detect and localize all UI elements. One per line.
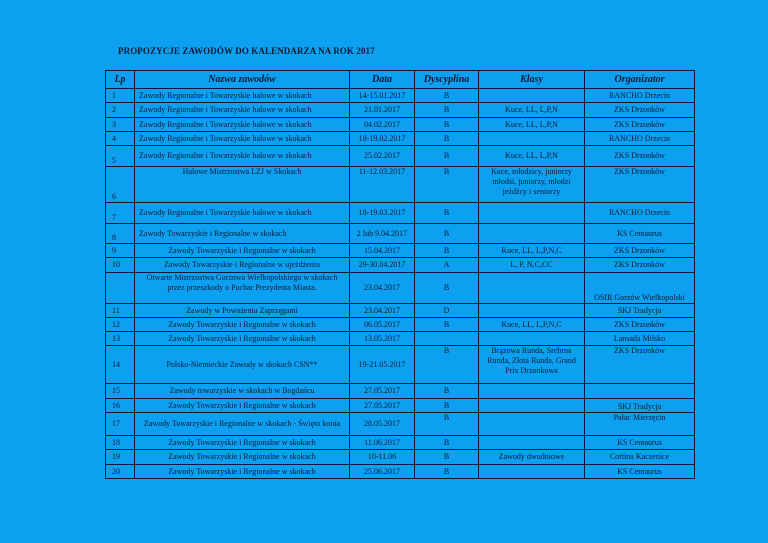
cell-name: Zawody Regionalne i Towarzyskie halowe w skokach xyxy=(135,89,350,103)
table-row xyxy=(106,167,695,203)
cell-organizer: ZKS Drzonków xyxy=(585,146,695,167)
cell-organizer: SKJ Tradycja xyxy=(585,399,695,413)
table-row xyxy=(106,118,695,132)
table-row xyxy=(106,146,695,167)
cell-classes: Kuce, LL, L,P,N xyxy=(479,146,585,167)
table-row xyxy=(106,436,695,450)
table-row xyxy=(106,304,695,318)
cell-name: Zawody Towarzyskie i Regionalne w skokach xyxy=(135,465,350,479)
cell-name: Zawody Towarzyskie i Regionalne w skokach xyxy=(135,450,350,465)
cell-classes xyxy=(479,273,585,304)
cell-discipline: B xyxy=(415,244,479,258)
cell-classes xyxy=(479,399,585,413)
cell-name: Zawody Towarzyskie i Regionalne w skokach xyxy=(135,318,350,332)
cell-date: 11.06.2017 xyxy=(350,436,415,450)
cell-name: Zawody Towarzyskie i Regionalne w ujeżdżeniu xyxy=(135,258,350,273)
cell-date: 18-19.03.2017 xyxy=(350,203,415,224)
cell-organizer: SKJ Tradycja xyxy=(585,304,695,318)
cell-lp: 14 xyxy=(106,346,135,384)
cell-discipline: B xyxy=(415,346,479,384)
table-header-row xyxy=(106,71,695,89)
cell-classes: Kuce, LL, L,P,N xyxy=(479,118,585,132)
cell-date: 19-21.05.2017 xyxy=(350,346,415,384)
cell-date: 25.06.2017 xyxy=(350,465,415,479)
cell-name: Zawody Regionalne i Towarzyskie halowe w skokach xyxy=(135,103,350,118)
cell-organizer: RANCHO Drzecin xyxy=(585,132,695,146)
cell-lp: 6 xyxy=(106,167,135,203)
cell-classes: L, P, N,C,CC xyxy=(479,258,585,273)
cell-classes: Kuce, LL, L,P,N,C xyxy=(479,318,585,332)
cell-discipline: B xyxy=(415,450,479,465)
cell-date: 29-30.04.2017 xyxy=(350,258,415,273)
cell-organizer xyxy=(585,384,695,399)
cell-lp: 17 xyxy=(106,413,135,436)
events-table xyxy=(105,70,695,479)
cell-classes xyxy=(479,436,585,450)
cell-classes xyxy=(479,89,585,103)
cell-name: Zawody Regionalne i Towarzyskie halowe w skokach xyxy=(135,132,350,146)
table-row xyxy=(106,332,695,346)
cell-name: Zawody Towarzyskie i Regionalne w skokach xyxy=(135,332,350,346)
table-row xyxy=(106,132,695,146)
table-row xyxy=(106,413,695,436)
cell-date: 04.02.2017 xyxy=(350,118,415,132)
cell-name: Otwarte Mistrzostwa Gorzowa Wielkopolskiego w skokach przez przeszkody o Puchar Prezydenta Miasta. xyxy=(135,273,350,304)
cell-discipline: B xyxy=(415,224,479,244)
cell-discipline: B xyxy=(415,465,479,479)
cell-date: 23.04.2017 xyxy=(350,273,415,304)
header-discipline: Dyscyplina xyxy=(415,71,479,89)
cell-organizer: Pałac Mierzęcin xyxy=(585,413,695,436)
cell-organizer: RANCHO Drzecin xyxy=(585,89,695,103)
table-row xyxy=(106,346,695,384)
cell-lp: 18 xyxy=(106,436,135,450)
cell-discipline: B xyxy=(415,384,479,399)
cell-classes xyxy=(479,384,585,399)
cell-discipline: B xyxy=(415,413,479,436)
cell-lp: 11 xyxy=(106,304,135,318)
table-row xyxy=(106,244,695,258)
cell-discipline: B xyxy=(415,103,479,118)
cell-organizer: ZKS Drzonków xyxy=(585,318,695,332)
cell-lp: 16 xyxy=(106,399,135,413)
table-row xyxy=(106,103,695,118)
cell-lp: 4 xyxy=(106,132,135,146)
cell-date: 21.01.2017 xyxy=(350,103,415,118)
cell-classes xyxy=(479,304,585,318)
cell-organizer: ZKS Drzonków xyxy=(585,118,695,132)
cell-date: 27.05.2017 xyxy=(350,384,415,399)
cell-lp: 3 xyxy=(106,118,135,132)
cell-date: 10-11.06 xyxy=(350,450,415,465)
table-row xyxy=(106,318,695,332)
cell-name: Zawody Regionalne i Towarzyskie halowe w skokach xyxy=(135,118,350,132)
cell-date: 06.05.2017 xyxy=(350,318,415,332)
table-row xyxy=(106,450,695,465)
header-date: Data xyxy=(350,71,415,89)
table-row xyxy=(106,384,695,399)
cell-classes xyxy=(479,203,585,224)
cell-organizer: OSIR Gorzów Wielkopolski xyxy=(585,273,695,304)
cell-date: 15.04.2017 xyxy=(350,244,415,258)
cell-discipline: D xyxy=(415,304,479,318)
table-row xyxy=(106,203,695,224)
cell-organizer: ZKS Drzonków xyxy=(585,258,695,273)
cell-date: 11-12.03.2017 xyxy=(350,167,415,203)
cell-classes: Kuce, młodzicy, juniorzy młodsi, juniorzy, młodzi jeźdźcy i seniorzy xyxy=(479,167,585,203)
cell-classes xyxy=(479,332,585,346)
cell-name: Zawody w Powożeniu Zaprzęgami xyxy=(135,304,350,318)
cell-date: 13.05.2017 xyxy=(350,332,415,346)
cell-discipline: B xyxy=(415,132,479,146)
cell-name: Zawody Regionalne i Towarzyskie halowe w skokach xyxy=(135,203,350,224)
cell-discipline xyxy=(415,332,479,346)
cell-name: Zawody Towarzyskie i Regionalne w skokach - Święto konia xyxy=(135,413,350,436)
cell-lp xyxy=(106,273,135,304)
cell-name: Polsko-Niemieckie Zawody w skokach CSN** xyxy=(135,346,350,384)
cell-date: 18-19.02.2017 xyxy=(350,132,415,146)
cell-organizer: KS Centaurus xyxy=(585,224,695,244)
cell-date: 23.04.2017 xyxy=(350,304,415,318)
cell-organizer: ZKS Drzonków xyxy=(585,103,695,118)
cell-discipline: B xyxy=(415,118,479,132)
table-row xyxy=(106,399,695,413)
cell-name: Zawody Towarzyskie i Regionalne w skokach xyxy=(135,436,350,450)
cell-discipline: A xyxy=(415,258,479,273)
cell-organizer: ZKS Drzonków xyxy=(585,244,695,258)
cell-organizer: ZKS Drzonków xyxy=(585,346,695,384)
cell-lp: 7 xyxy=(106,203,135,224)
cell-date: 27.05.2017 xyxy=(350,399,415,413)
cell-lp: 8 xyxy=(106,224,135,244)
cell-discipline: B xyxy=(415,203,479,224)
cell-name: Zawody Towarzyskie i Regionalne w skokach xyxy=(135,244,350,258)
table-row xyxy=(106,465,695,479)
cell-discipline: B xyxy=(415,436,479,450)
cell-classes: Zawody dwudniowe xyxy=(479,450,585,465)
cell-lp: 2 xyxy=(106,103,135,118)
cell-organizer: Cortina Kaczenice xyxy=(585,450,695,465)
cell-lp: 5 xyxy=(106,146,135,167)
table-row xyxy=(106,258,695,273)
cell-name: Zawody Towarzyskie i Regionalne w skokach xyxy=(135,399,350,413)
cell-lp: 19 xyxy=(106,450,135,465)
cell-classes: Kuce, LL, L,P,N xyxy=(479,103,585,118)
table-row xyxy=(106,89,695,103)
cell-lp: 9 xyxy=(106,244,135,258)
cell-lp: 10 xyxy=(106,258,135,273)
header-classes: Klasy xyxy=(479,71,585,89)
cell-date: 28.05.2017 xyxy=(350,413,415,436)
cell-lp: 12 xyxy=(106,318,135,332)
table-row xyxy=(106,273,695,304)
cell-classes xyxy=(479,413,585,436)
table-body xyxy=(106,89,695,479)
cell-classes: Brązowa Runda, Srebrna Runda, Złota Runda, Grand Prix Drzonkowa xyxy=(479,346,585,384)
cell-discipline: B xyxy=(415,89,479,103)
cell-organizer: KS Centaurus xyxy=(585,436,695,450)
cell-discipline: B xyxy=(415,273,479,304)
cell-discipline: B xyxy=(415,146,479,167)
cell-organizer: ZKS Drzonków xyxy=(585,167,695,203)
cell-lp: 13 xyxy=(106,332,135,346)
page-title: PROPOZYCJE ZAWODÓW DO KALENDARZA NA ROK 2017 xyxy=(118,46,375,56)
cell-organizer: Lansada Milsko xyxy=(585,332,695,346)
cell-discipline: B xyxy=(415,318,479,332)
cell-lp: 15 xyxy=(106,384,135,399)
cell-date: 14-15.01.2017 xyxy=(350,89,415,103)
cell-date: 25.02.2017 xyxy=(350,146,415,167)
cell-name: Zawody Regionalne i Towarzyskie halowe w skokach xyxy=(135,146,350,167)
cell-organizer: RANCHO Drzecin xyxy=(585,203,695,224)
cell-lp: 20 xyxy=(106,465,135,479)
cell-discipline: B xyxy=(415,399,479,413)
cell-date: 2 lub 9.04.2017 xyxy=(350,224,415,244)
cell-classes xyxy=(479,224,585,244)
header-lp: Lp xyxy=(106,71,135,89)
table-row xyxy=(106,224,695,244)
cell-classes xyxy=(479,465,585,479)
cell-name: Zawody Towarzyskie i Regionalne w skokach xyxy=(135,224,350,244)
header-name: Nazwa zawodów xyxy=(135,71,350,89)
cell-name: Zawody towarzyskie w skokach w Bogdańcu xyxy=(135,384,350,399)
header-organizer: Organizator xyxy=(585,71,695,89)
cell-organizer: KS Centaurus xyxy=(585,465,695,479)
cell-classes xyxy=(479,132,585,146)
cell-lp: 1 xyxy=(106,89,135,103)
cell-discipline: B xyxy=(415,167,479,203)
cell-classes: Kuce, LL, L,P,N,C xyxy=(479,244,585,258)
cell-name: Halowe Mistrzostwa LZJ w Skokach xyxy=(135,167,350,203)
